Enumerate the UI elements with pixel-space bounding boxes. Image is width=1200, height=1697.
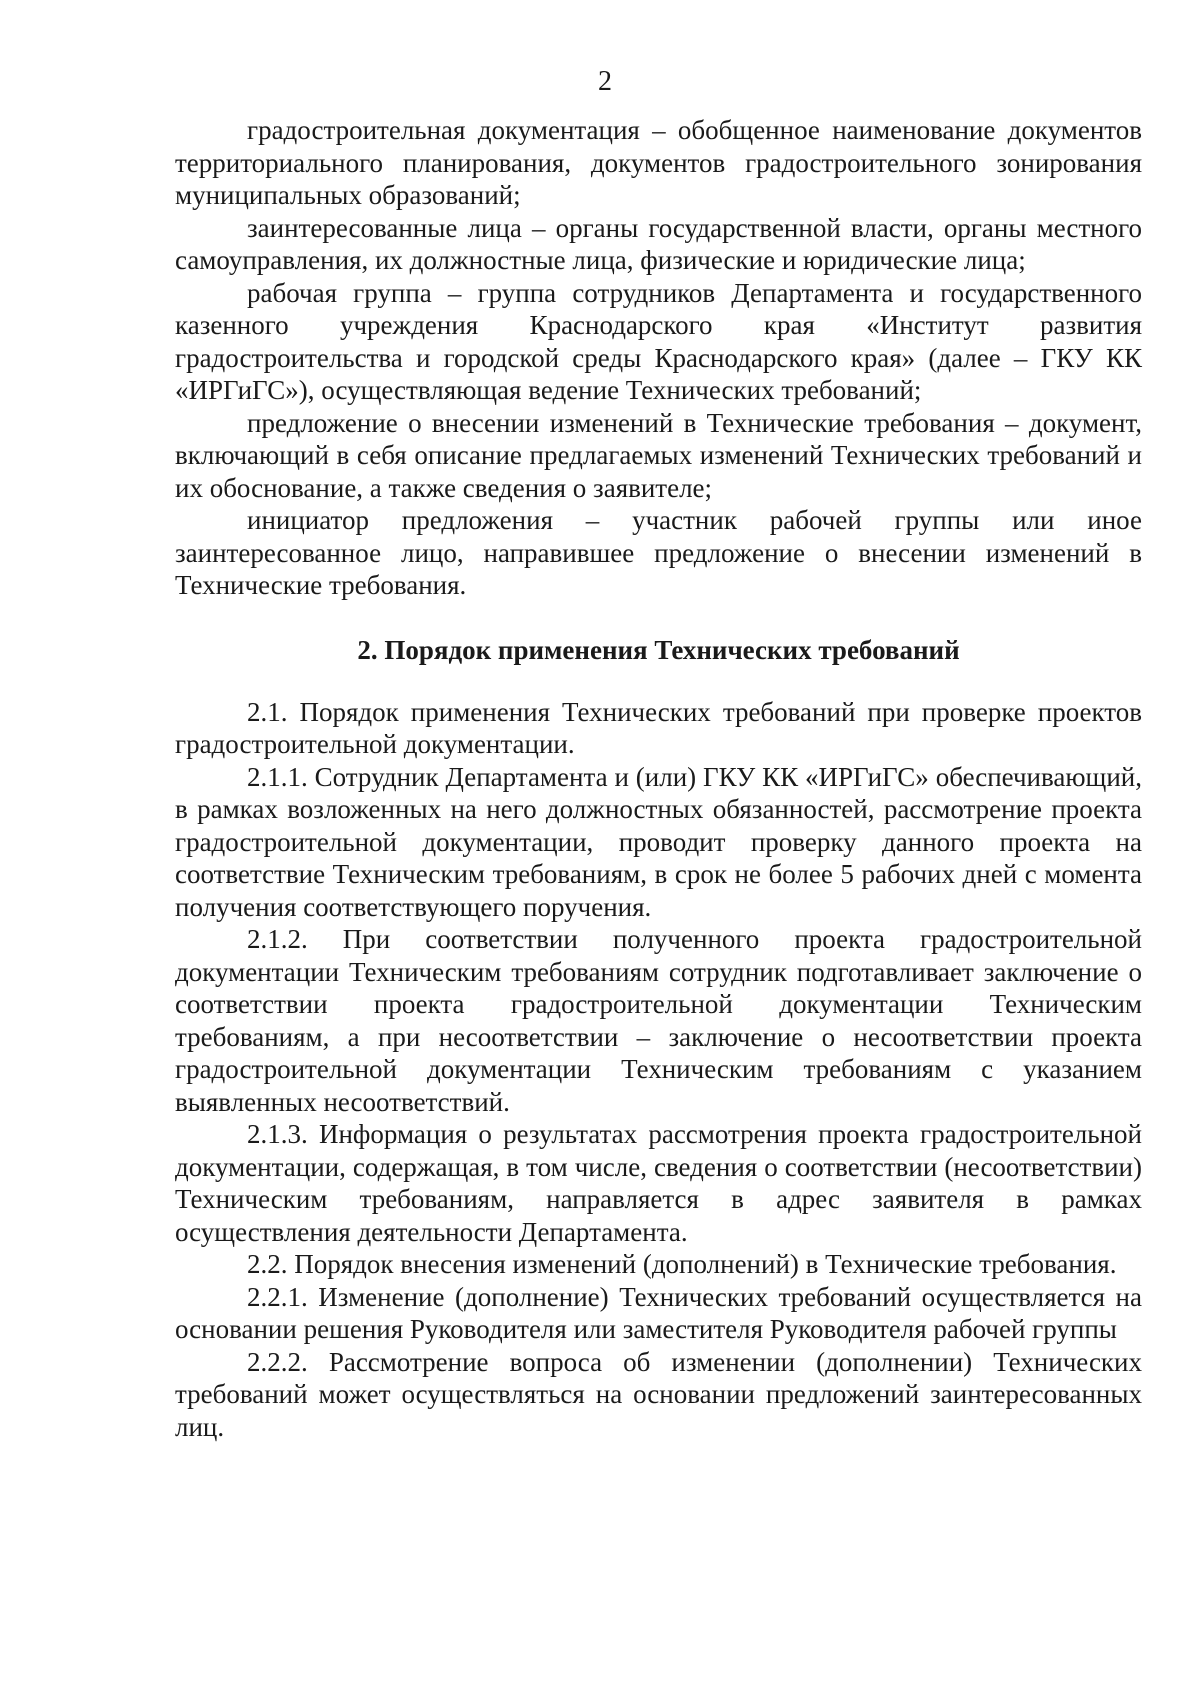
section-paragraph: 2.1.1. Сотрудник Департамента и (или) ГКУ КК «ИРГиГС» обеспечивающий, в рамках возложенных на него должностных обязанностей, рассмотрение проекта градостроительной документации, проводит проверку данного проекта на соответствие Техническим требованиям, в срок не более 5 рабочих дней с момента получения соответствующего поручения.: [175, 761, 1142, 922]
definition-paragraph: предложение о внесении изменений в Технические требования – документ, включающий в себя описание предлагаемых изменений Технических требований и их обоснование, а также сведения о заявителе;: [175, 407, 1142, 503]
section-paragraph: 2.2.2. Рассмотрение вопроса об изменении (дополнении) Технических требований может осуществляться на основании предложений заинтересованных лиц.: [175, 1346, 1142, 1442]
definition-paragraph: рабочая группа – группа сотрудников Департамента и государственного казенного учреждения Краснодарского края «Институт развития градостроительства и городской среды Краснодарского края» (далее – ГКУ КК «ИРГиГС»), осуществляющая ведение Технических требований;: [175, 277, 1142, 405]
spacer: [175, 666, 1142, 696]
definition-paragraph: инициатор предложения – участник рабочей группы или иное заинтересованное лицо, направившее предложение о внесении изменений в Технические требования.: [175, 505, 1142, 600]
section-paragraph: 2.2.1. Изменение (дополнение) Технических требований осуществляется на основании решения Руководителя или заместителя Руководителя рабочей группы: [175, 1281, 1142, 1344]
section-paragraph: 2.1.3. Информация о результатах рассмотрения проекта градостроительной документации, содержащая, в том числе, сведения о соответствии (несоответствии) Техническим требованиям, направляется в адрес заявителя в рамках осуществления деятельности Департамента.: [175, 1119, 1142, 1247]
spacer: [175, 602, 1142, 634]
definition-paragraph: градостроительная документация – обобщенное наименование документов территориального планирования, документов градостроительного зонирования муниципальных образований;: [175, 115, 1142, 210]
section-heading: 2. Порядок применения Технических требований: [357, 634, 960, 665]
section-paragraph: 2.2. Порядок внесения изменений (дополнений) в Технические требования.: [247, 1249, 1117, 1279]
document-body: [175, 114, 1142, 1443]
page-number: 2: [598, 66, 612, 97]
definition-paragraph: заинтересованные лица – органы государственной власти, органы местного самоуправления, их должностные лица, физические и юридические лица;: [175, 212, 1142, 275]
section-paragraph: 2.1.2. При соответствии полученного проекта градостроительной документации Техническим требованиям сотрудник подготавливает заключение о соответствии проекта градостроительной документации Техническим требованиям, а при несоответствии – заключение о несоответствии проекта градостроительной документации Техническим требованиям с указанием выявленных несоответствий.: [175, 924, 1142, 1117]
section-paragraph: 2.1. Порядок применения Технических требований при проверке проектов градостроительной документации.: [175, 696, 1142, 759]
